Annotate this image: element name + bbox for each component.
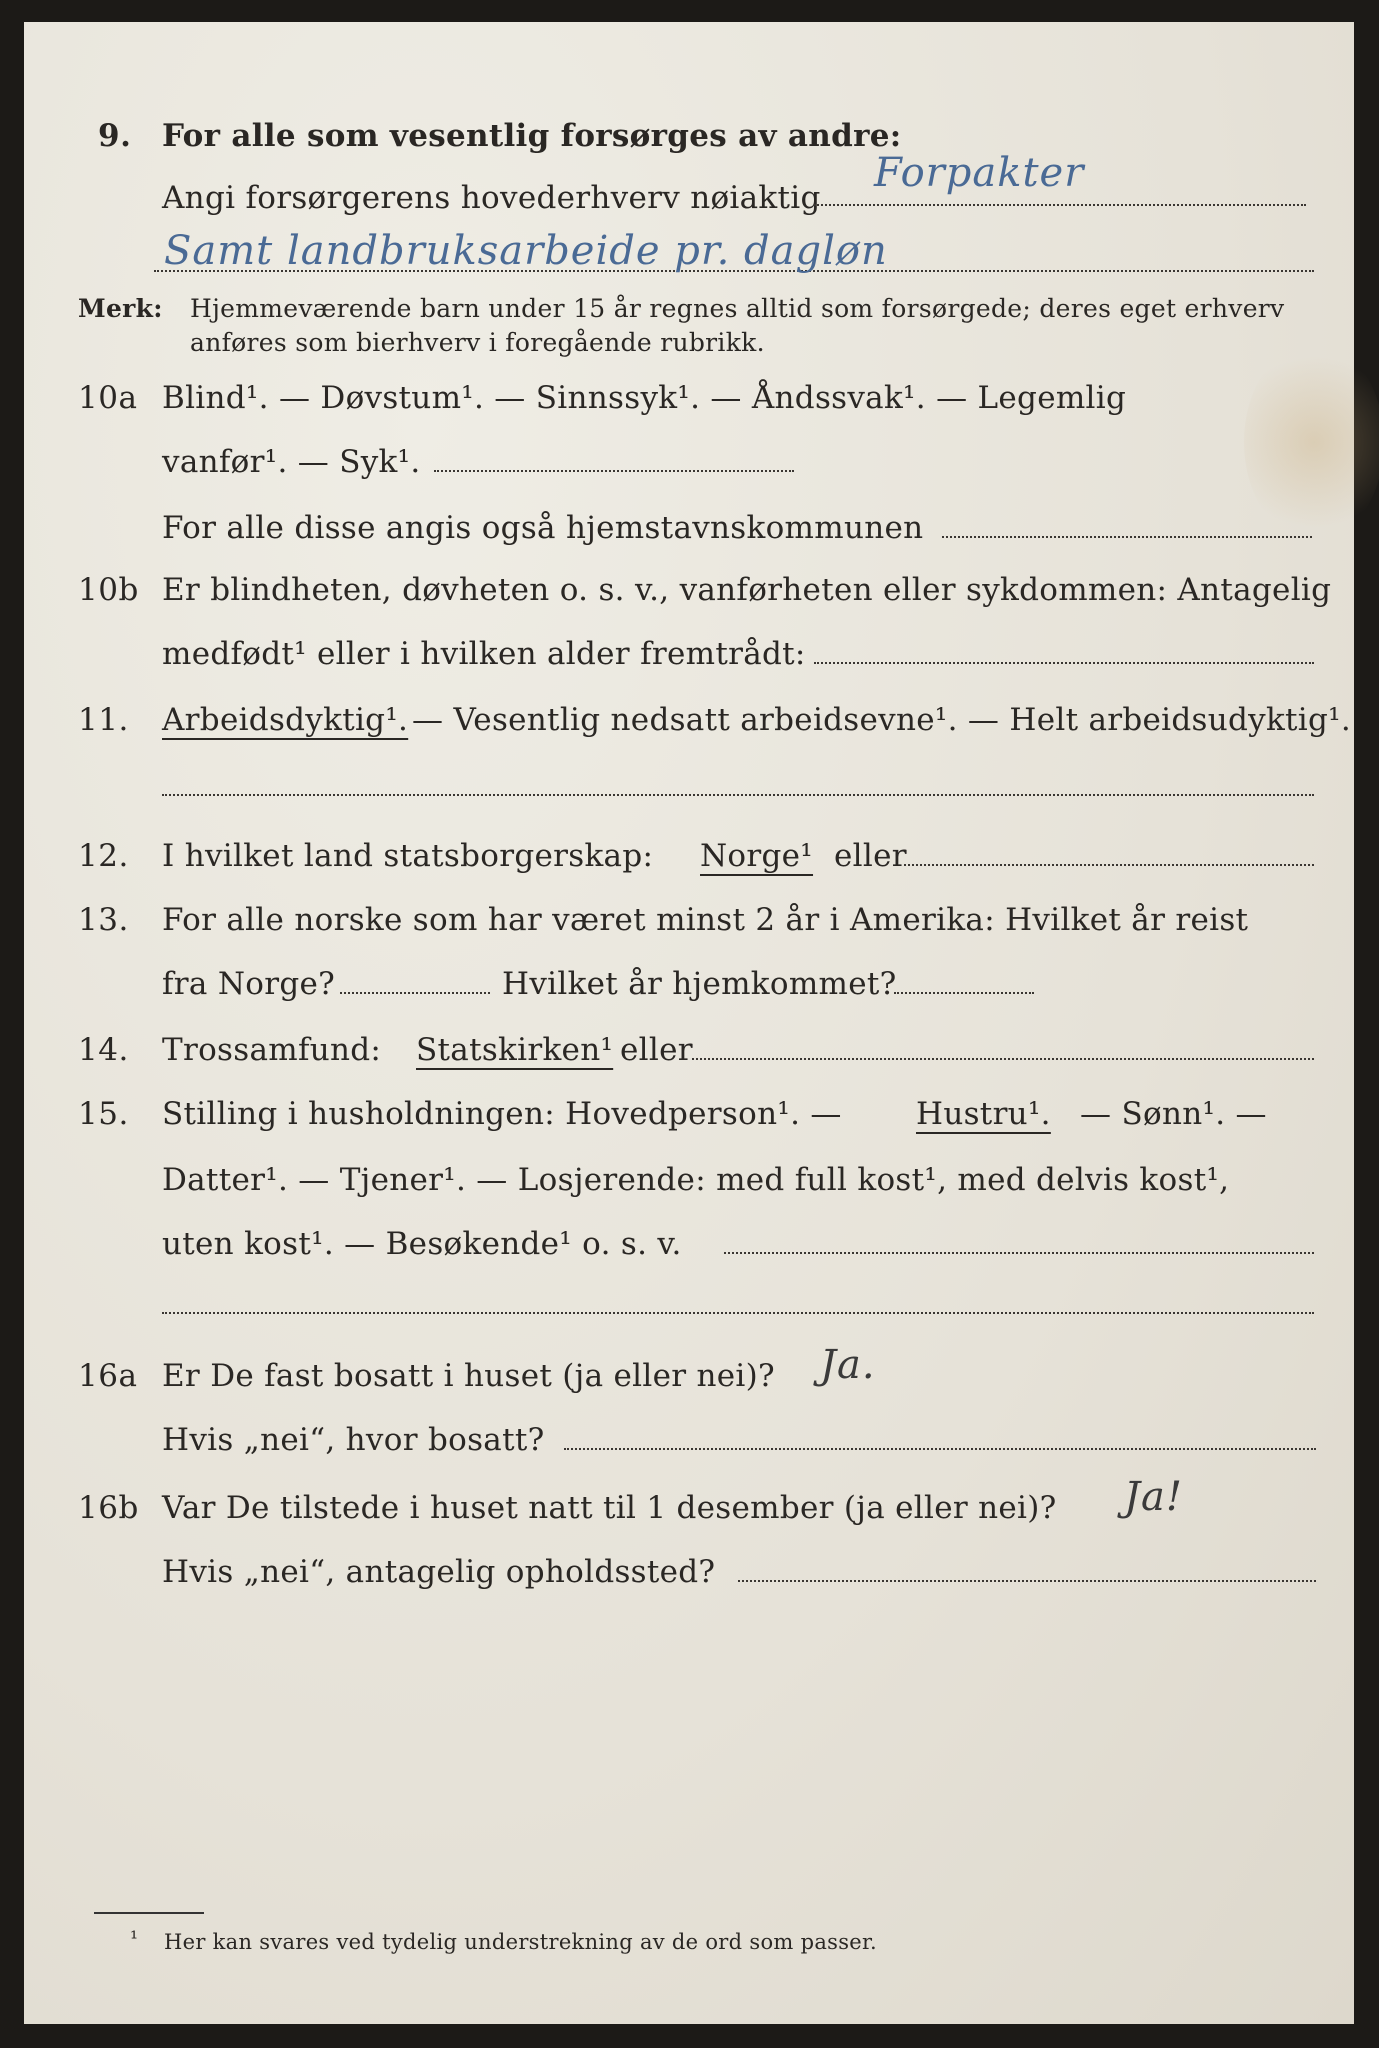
q12-pre: I hvilket land statsborgerskap: xyxy=(162,838,654,874)
q13-hjemkommet-field[interactable] xyxy=(894,992,1034,994)
q9-answer1-field[interactable] xyxy=(814,204,1306,206)
census-form-page xyxy=(24,22,1354,2024)
footnote-mark: ¹ xyxy=(130,1926,139,1950)
merk-label: Merk: xyxy=(78,294,163,323)
merk-line2: anføres som bierhverv i foregående rubrikk. xyxy=(190,328,765,357)
q12-field[interactable] xyxy=(904,864,1314,866)
q13-line1: For alle norske som har været minst 2 år i Amerika: Hvilket år reist xyxy=(162,902,1249,938)
q9-line1: Angi forsørgerens hovederhverv nøiaktig xyxy=(162,180,821,216)
q12-post: eller xyxy=(834,838,907,874)
q16b-line2: Hvis „nei“, antagelig opholdssted? xyxy=(162,1554,716,1590)
q16b-handwritten-answer: Ja! xyxy=(1124,1474,1183,1520)
q10b-field[interactable] xyxy=(814,662,1314,664)
q10a-line3: For alle disse angis også hjemstavnskommunen xyxy=(162,510,924,546)
q15-line2: Datter¹. — Tjener¹. — Losjerende: med full kost¹, med delvis kost¹, xyxy=(162,1162,1230,1198)
q11-option-arbeidsdyktig: Arbeidsdyktig¹. xyxy=(162,702,409,738)
q15-number: 15. xyxy=(78,1096,129,1132)
q15-pre: Stilling i husholdningen: Hovedperson¹. — xyxy=(162,1096,842,1132)
q10a-kommune-field[interactable] xyxy=(942,536,1312,538)
q10b-line1: Er blindheten, døvheten o. s. v., vanførheten eller sykdommen: Antagelig xyxy=(162,572,1332,608)
q16a-field[interactable] xyxy=(564,1448,1316,1450)
q13-line2a: fra Norge? xyxy=(162,966,336,1002)
footnote-text: Her kan svares ved tydelig understrekning av de ord som passer. xyxy=(164,1930,878,1954)
q15-field[interactable] xyxy=(724,1252,1314,1254)
q10a-syk-field[interactable] xyxy=(434,470,794,472)
q9-handwritten-answer2: Samt landbruksarbeide pr. dagløn xyxy=(164,228,888,274)
q12-option-norge: Norge¹ xyxy=(700,838,814,874)
q16a-line1: Er De fast bosatt i huset (ja eller nei)? xyxy=(162,1358,775,1394)
q15-line3: uten kost¹. — Besøkende¹ o. s. v. xyxy=(162,1226,682,1262)
paper-stain xyxy=(1244,342,1379,542)
q16b-field[interactable] xyxy=(738,1580,1316,1582)
q10a-line1: Blind¹. — Døvstum¹. — Sinnssyk¹. — Åndssvak¹. — Legemlig xyxy=(162,380,1127,416)
q10a-line2: vanfør¹. — Syk¹. xyxy=(162,444,421,480)
q9-heading: For alle som vesentlig forsørges av andre: xyxy=(162,118,902,154)
q13-line2b: Hvilket år hjemkommet? xyxy=(502,966,897,1002)
q10b-line2: medfødt¹ eller i hvilken alder fremtrådt: xyxy=(162,636,806,672)
q16b-number: 16b xyxy=(78,1490,139,1526)
q11-rest: — Vesentlig nedsatt arbeidsevne¹. — Helt arbeidsudyktig¹. xyxy=(412,702,1352,738)
q14-pre: Trossamfund: xyxy=(162,1032,382,1068)
q10a-number: 10a xyxy=(78,380,138,416)
q15-extra-field[interactable] xyxy=(162,1312,1314,1314)
q9-number: 9. xyxy=(98,118,132,154)
q16a-number: 16a xyxy=(78,1358,138,1394)
q11-number: 11. xyxy=(78,702,129,738)
merk-line1: Hjemmeværende barn under 15 år regnes alltid som forsørgede; deres eget erhverv xyxy=(190,294,1285,323)
q16a-handwritten-answer: Ja. xyxy=(820,1342,876,1388)
q16b-line1: Var De tilstede i huset natt til 1 desember (ja eller nei)? xyxy=(162,1490,1057,1526)
q13-reist-field[interactable] xyxy=(340,992,490,994)
q15-post: — Sønn¹. — xyxy=(1080,1096,1267,1132)
q14-field[interactable] xyxy=(692,1058,1314,1060)
footnote-rule xyxy=(94,1912,204,1914)
q16a-line2: Hvis „nei“, hvor bosatt? xyxy=(162,1422,545,1458)
q9-handwritten-answer1: Forpakter xyxy=(874,150,1085,196)
q14-option-statskirken: Statskirken¹ xyxy=(416,1032,614,1068)
q15-option-hustru: Hustru¹. xyxy=(916,1096,1051,1132)
q10b-number: 10b xyxy=(78,572,139,608)
q14-number: 14. xyxy=(78,1032,129,1068)
q14-post: eller xyxy=(620,1032,693,1068)
q11-field[interactable] xyxy=(162,794,1314,796)
q12-number: 12. xyxy=(78,838,129,874)
q13-number: 13. xyxy=(78,902,129,938)
